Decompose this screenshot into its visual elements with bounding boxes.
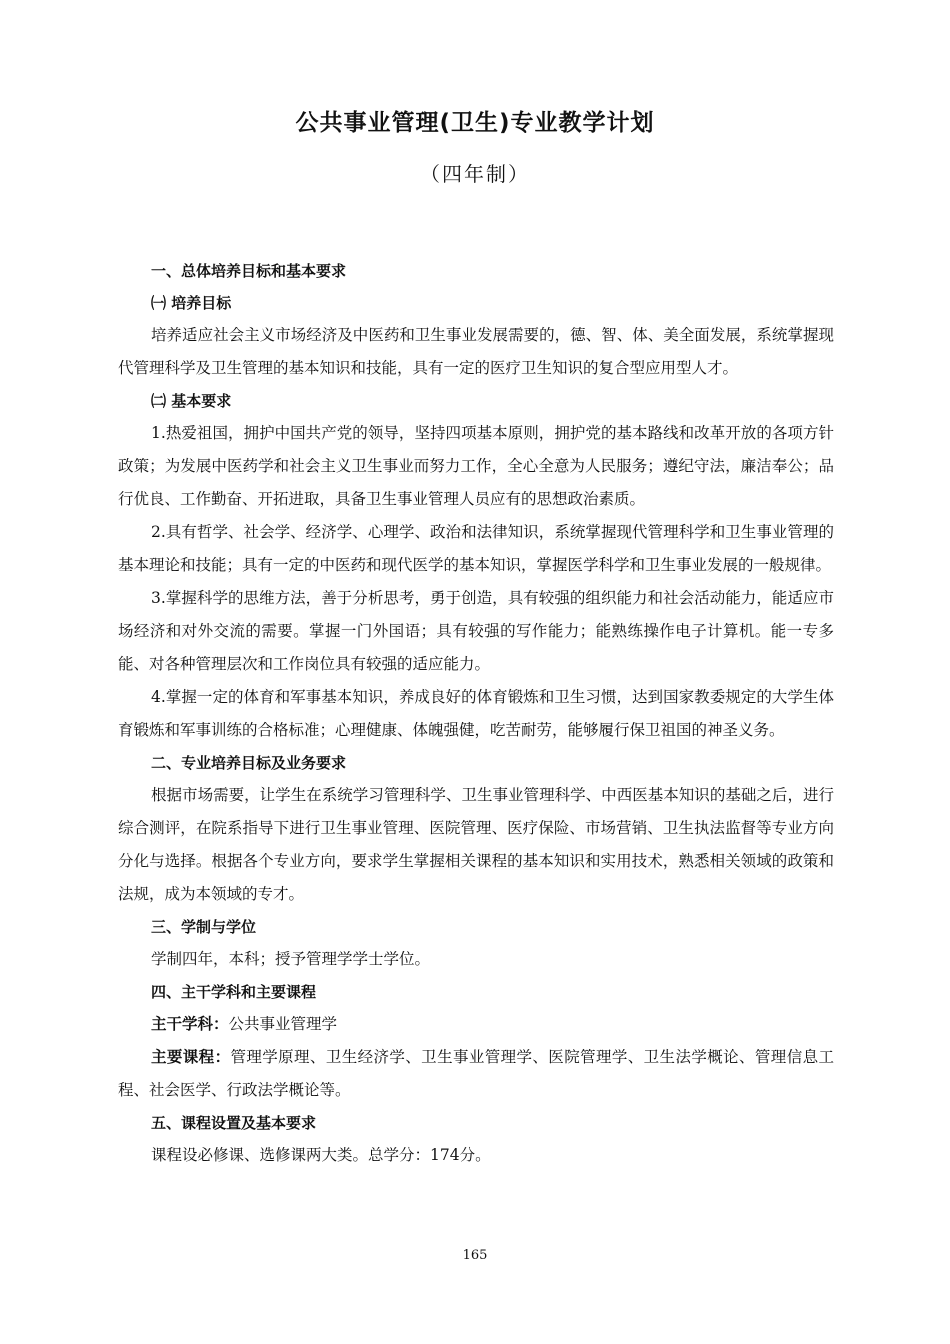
main-courses-paragraph [118, 1041, 834, 1107]
main-courses-text: 管理学原理、卫生经济学、卫生事业管理学、医院管理学、卫生法学概论、管理信息工程、社会医学、行政法学概论等。 [118, 1048, 834, 1099]
section1-sub1-text: 培养适应社会主义市场经济及中医药和卫生事业发展需要的，德、智、体、美全面发展，系统掌握现代管理科学及卫生管理的基本知识和技能，具有一定的医疗卫生知识的复合型应用型人才。 [118, 326, 834, 377]
section5-heading: 五、课程设置及基本要求 [151, 1114, 317, 1132]
page-title: 公共事业管理(卫生)专业教学计划 [295, 110, 655, 136]
section1-sub2-heading: ㈡ 基本要求 [151, 392, 232, 410]
section2-heading: 二、专业培养目标及业务要求 [151, 754, 347, 772]
main-discipline-label: 主干学科： [151, 1015, 229, 1033]
requirement-2: 2.具有哲学、社会学、经济学、心理学、政治和法律知识，系统掌握现代管理科学和卫生事业管理的基本理论和技能；具有一定的中医药和现代医学的基本知识，掌握医学科学和卫生事业发展的一般规律。 [118, 523, 834, 574]
section2-text: 根据市场需要，让学生在系统学习管理科学、卫生事业管理科学、中西医基本知识的基础之后，进行综合测评，在院系指导下进行卫生事业管理、医院管理、医疗保险、市场营销、卫生执法监督等专业方向分化与选择。根据各个专业方向，要求学生掌握相关课程的基本知识和实用技术，熟悉相关领域的政策和法规，成为本领域的专才。 [118, 786, 834, 903]
section3-heading: 三、学制与学位 [151, 918, 257, 936]
section1-heading: 一、总体培养目标和基本要求 [151, 262, 347, 280]
requirement-4: 4.掌握一定的体育和军事基本知识，养成良好的体育锻炼和卫生习惯，达到国家教委规定的大学生体育锻炼和军事训练的合格标准；心理健康、体魄强健，吃苦耐劳，能够履行保卫祖国的神圣义务。 [118, 688, 834, 739]
section5-text: 课程设必修课、选修课两大类。总学分：174分。 [151, 1146, 491, 1164]
requirement-3: 3.掌握科学的思维方法，善于分析思考，勇于创造，具有较强的组织能力和社会活动能力，能适应市场经济和对外交流的需要。掌握一门外国语；具有较强的写作能力；能熟练操作电子计算机。能一专多能、对各种管理层次和工作岗位具有较强的适应能力。 [118, 589, 834, 673]
requirement-1: 1.热爱祖国，拥护中国共产党的领导，坚持四项基本原则，拥护党的基本路线和改革开放的各项方针政策；为发展中医药学和社会主义卫生事业而努力工作，全心全意为人民服务；遵纪守法，廉洁奉公；品行优良、工作勤奋、开拓进取，具备卫生事业管理人员应有的思想政治素质。 [118, 424, 834, 508]
main-discipline-paragraph [118, 1008, 834, 1041]
main-courses-label: 主要课程： [151, 1048, 231, 1066]
page-subtitle: （四年制） [420, 162, 530, 186]
document-body [118, 255, 834, 1172]
main-discipline-text: 公共事业管理学 [228, 1015, 338, 1033]
page-number: 165 [462, 1248, 488, 1263]
section1-sub1-heading: ㈠ 培养目标 [151, 294, 232, 312]
section3-text: 学制四年，本科；授予管理学学士学位。 [151, 950, 431, 968]
section4-heading: 四、主干学科和主要课程 [151, 983, 317, 1001]
